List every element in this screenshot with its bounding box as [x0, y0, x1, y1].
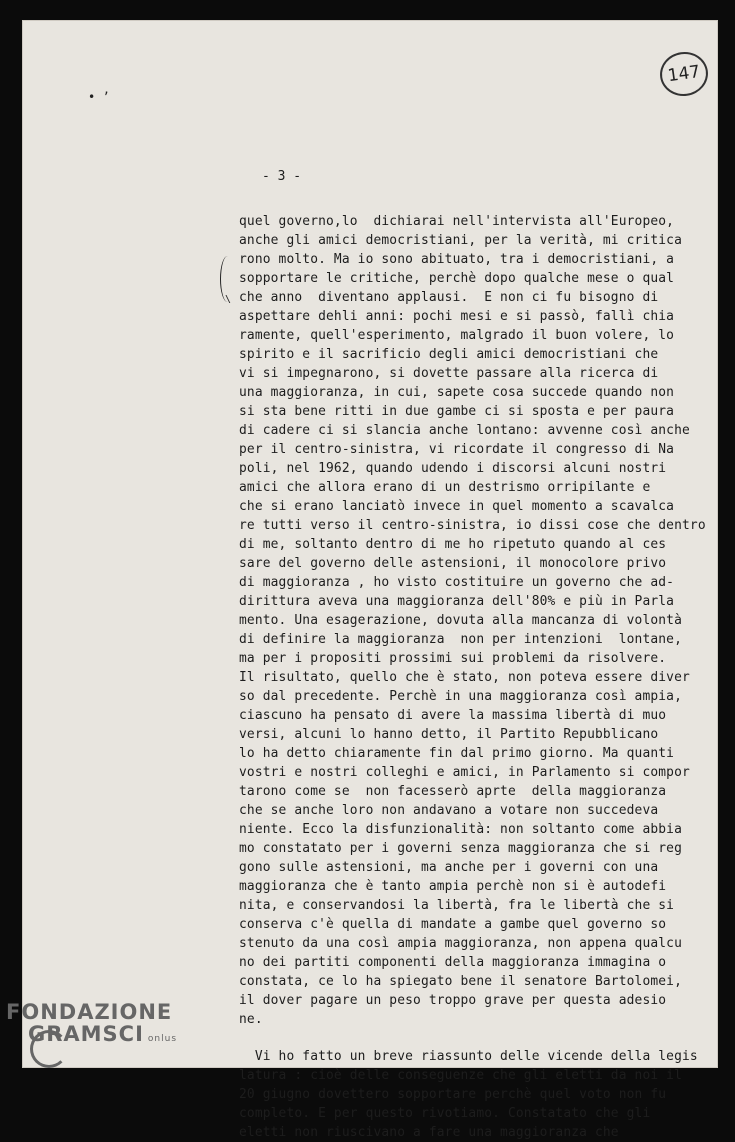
text-line: sare del governo delle astensioni, il monocolore privo [239, 556, 667, 571]
text-line: che anno diventano applausi. E non ci fu bisogno di [239, 290, 659, 305]
ink-marks: • ’ [88, 90, 110, 104]
text-line: di definire la maggioranza non per intenzioni lontane, [239, 632, 683, 647]
text-line: dirittura aveva una maggioranza dell'80% e più in Parla [239, 594, 675, 609]
text-line: Il risultato, quello che è stato, non poteva essere diver [239, 670, 690, 685]
text-line: so dal precedente. Perchè in una maggioranza così ampia, [239, 689, 683, 704]
text-line: di maggioranza , ho visto costituire un governo che ad- [239, 575, 675, 590]
text-line: completo. E per questo rivotiamo. Constatato che gli [239, 1106, 651, 1121]
typewritten-body [239, 212, 719, 1142]
margin-bracket-tail: \ [225, 294, 232, 305]
text-line: nita, e conservandosi la libertà, fra le libertà che si [239, 898, 675, 913]
text-line: conserva c'è quella di mandate a gambe quel governo so [239, 917, 667, 932]
watermark-suffix: onlus [147, 1034, 178, 1044]
text-line: di me, soltanto dentro di me ho ripetuto quando al ces [239, 537, 667, 552]
text-line: ciascuno ha pensato di avere la massima libertà di muo [239, 708, 667, 723]
text-line: latura : cioè delle conseguenze che gli eletti da noi il [239, 1068, 683, 1083]
text-line: spirito e il sacrificio degli amici democristiani che [239, 347, 659, 362]
text-line: che si erano lanciatò invece in quel momento a scavalca [239, 499, 675, 514]
text-line: vi si impegnarono, si dovette passare alla ricerca di [239, 366, 659, 381]
text-line: niente. Ecco la disfunzionalità: non soltanto come abbia [239, 822, 683, 837]
paragraph-gap [239, 1029, 719, 1047]
text-line: che se anche loro non andavano a votare non succedeva [239, 803, 659, 818]
text-line: gono sulle astensioni, ma anche per i governi con una [239, 860, 659, 875]
fondazione-gramsci-watermark [6, 1000, 177, 1046]
text-line: aspettare dehli anni: pochi mesi e si passò, fallì chia [239, 309, 675, 324]
text-line: mo constatato per i governi senza maggioranza che si reg [239, 841, 683, 856]
text-line: per il centro-sinistra, vi ricordate il congresso di Na [239, 442, 675, 457]
text-line: mento. Una esagerazione, dovuta alla mancanza di volontà [239, 613, 683, 628]
text-line: sopportare le critiche, perchè dopo qualche mese o qual [239, 271, 675, 286]
text-line: no dei partiti componenti della maggioranza immagina o [239, 955, 667, 970]
text-line: rono molto. Ma io sono abituato, tra i democristiani, a [239, 252, 675, 267]
text-line: maggioranza che è tanto ampia perchè non si è autodefi [239, 879, 667, 894]
text-line: stenuto da una così ampia maggioranza, non appena qualcu [239, 936, 683, 951]
watermark-logo-icon [30, 1030, 68, 1068]
text-line: si sta bene ritti in due gambe ci si sposta e per paura [239, 404, 675, 419]
text-line: ma per i propositi prossimi sui problemi da risolvere. [239, 651, 667, 666]
text-line: lo ha detto chiaramente fin dal primo giorno. Ma quanti [239, 746, 675, 761]
text-line: eletti non riuscivano a fare una maggioranza che [239, 1125, 619, 1140]
text-line: versi, alcuni lo hanno detto, il Partito Repubblicano [239, 727, 659, 742]
text-line: amici che allora erano di un destrismo orripilante e [239, 480, 651, 495]
text-line: vostri e nostri colleghi e amici, in Parlamento si compor [239, 765, 690, 780]
text-line: ramente, quell'esperimento, malgrado il buon volere, lo [239, 328, 675, 343]
text-line: di cadere ci si slancia anche lontano: avvenne così anche [239, 423, 690, 438]
text-line: 20 giugno dovettero sopportare perchè quel voto non fu [239, 1087, 667, 1102]
text-line: anche gli amici democristiani, per la verità, mi critica [239, 233, 683, 248]
text-line: constata, ce lo ha spiegato bene il senatore Bartolomei, [239, 974, 683, 989]
text-line: il dover pagare un peso troppo grave per questa adesio [239, 993, 667, 1008]
handwritten-page-number: 147 [657, 49, 711, 99]
text-line: Vi ho fatto un breve riassunto delle vicende della legis [239, 1049, 698, 1064]
text-line: tarono come se non facesserò aprte della maggioranza [239, 784, 667, 799]
watermark-line1: FONDAZIONE [6, 1000, 173, 1024]
page-label: - 3 - [262, 169, 302, 184]
text-line: una maggioranza, in cui, sapete cosa succede quando non [239, 385, 675, 400]
text-line: ne. [239, 1012, 263, 1027]
text-line: quel governo,lo dichiarai nell'intervista all'Europeo, [239, 214, 675, 229]
text-line: re tutti verso il centro-sinistra, io dissi cose che dentro [239, 518, 706, 533]
watermark-line2: GRAMSCI [28, 1022, 144, 1046]
text-line: poli, nel 1962, quando udendo i discorsi alcuni nostri [239, 461, 667, 476]
